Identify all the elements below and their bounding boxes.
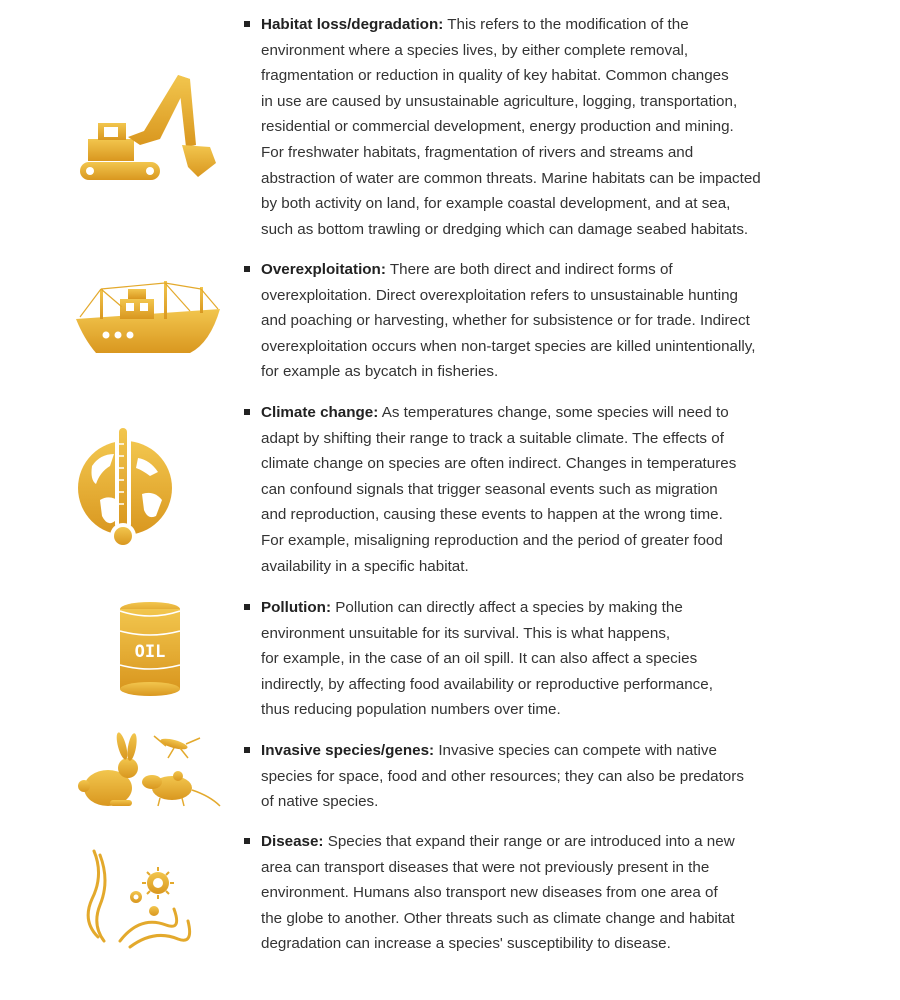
threat-text: Habitat loss/degradation: This refers to the modification of the environment where a species lives, by either complete removal, fragmentation or reduction in quality of key habitat. Common changes in use are caused by unsustainable agriculture, logging, transportation, residential or commercial development, energy production and mining. For freshwater habitats, fragmentation of rivers and streams and abstraction of water are common threats. Marine habitats can be impacted by both activity on land, for example coastal development, and at sea, such as bottom trawling or dredging which can damage seabed habitats. [261, 12, 861, 242]
invasive-animals-icon [70, 730, 230, 818]
oil-barrel-icon [70, 601, 230, 697]
threat-label: Invasive species/genes: [261, 742, 435, 759]
bullet-marker [244, 21, 250, 27]
threat-text: Invasive species/genes: Invasive species can compete with native species for space, food and other resources; they can also be predators of native species. [261, 738, 861, 815]
bullet-marker [244, 604, 250, 610]
excavator-icon [70, 67, 230, 192]
threat-label: Climate change: [261, 404, 379, 421]
bullet-marker [244, 266, 250, 272]
fishing-boat-icon [70, 277, 230, 362]
threat-label: Disease: [261, 833, 324, 850]
threat-text: Climate change: As temperatures change, some species will need to adapt by shifting their range to track a suitable climate. The effects of climate change on species are often indirect. Changes in temperatures can confound signals that trigger seasonal events such as migration and reproduction, causing these events to happen at the wrong time. For example, misaligning reproduction and the period of greater food availability in a specific habitat. [261, 400, 861, 579]
threat-label: Pollution: [261, 599, 332, 616]
bullet-marker [244, 409, 250, 415]
threat-label: Habitat loss/degradation: [261, 16, 444, 33]
globe-thermometer-icon [70, 420, 230, 555]
oil-label-text: OIL [134, 642, 166, 662]
threat-text: Disease: Species that expand their range or are introduced into a new area can transport diseases that were not previously present in the environment. Humans also transport new diseases from one area of the globe to another. Other threats such as climate change and habitat degradation can increase a species' susceptibility to disease. [261, 829, 861, 957]
threat-text: Pollution: Pollution can directly affect a species by making the environment unsuitable for its survival. This is what happens, for example, in the case of an oil spill. It can also affect a species indirectly, by affecting food availability or reproductive performance, thus reducing population numbers over time. [261, 595, 861, 723]
threat-text: Overexploitation: There are both direct and indirect forms of overexploitation. Direct overexploitation refers to unsustainable hunting and poaching or harvesting, whether for subsistence or for trade. Indirect overexploitation occurs when non-target species are killed unintentionally, for example as bycatch in fisheries. [261, 257, 861, 385]
bullet-marker [244, 747, 250, 753]
pathogens-icon [70, 845, 230, 955]
bullet-marker [244, 838, 250, 844]
threat-label: Overexploitation: [261, 261, 386, 278]
